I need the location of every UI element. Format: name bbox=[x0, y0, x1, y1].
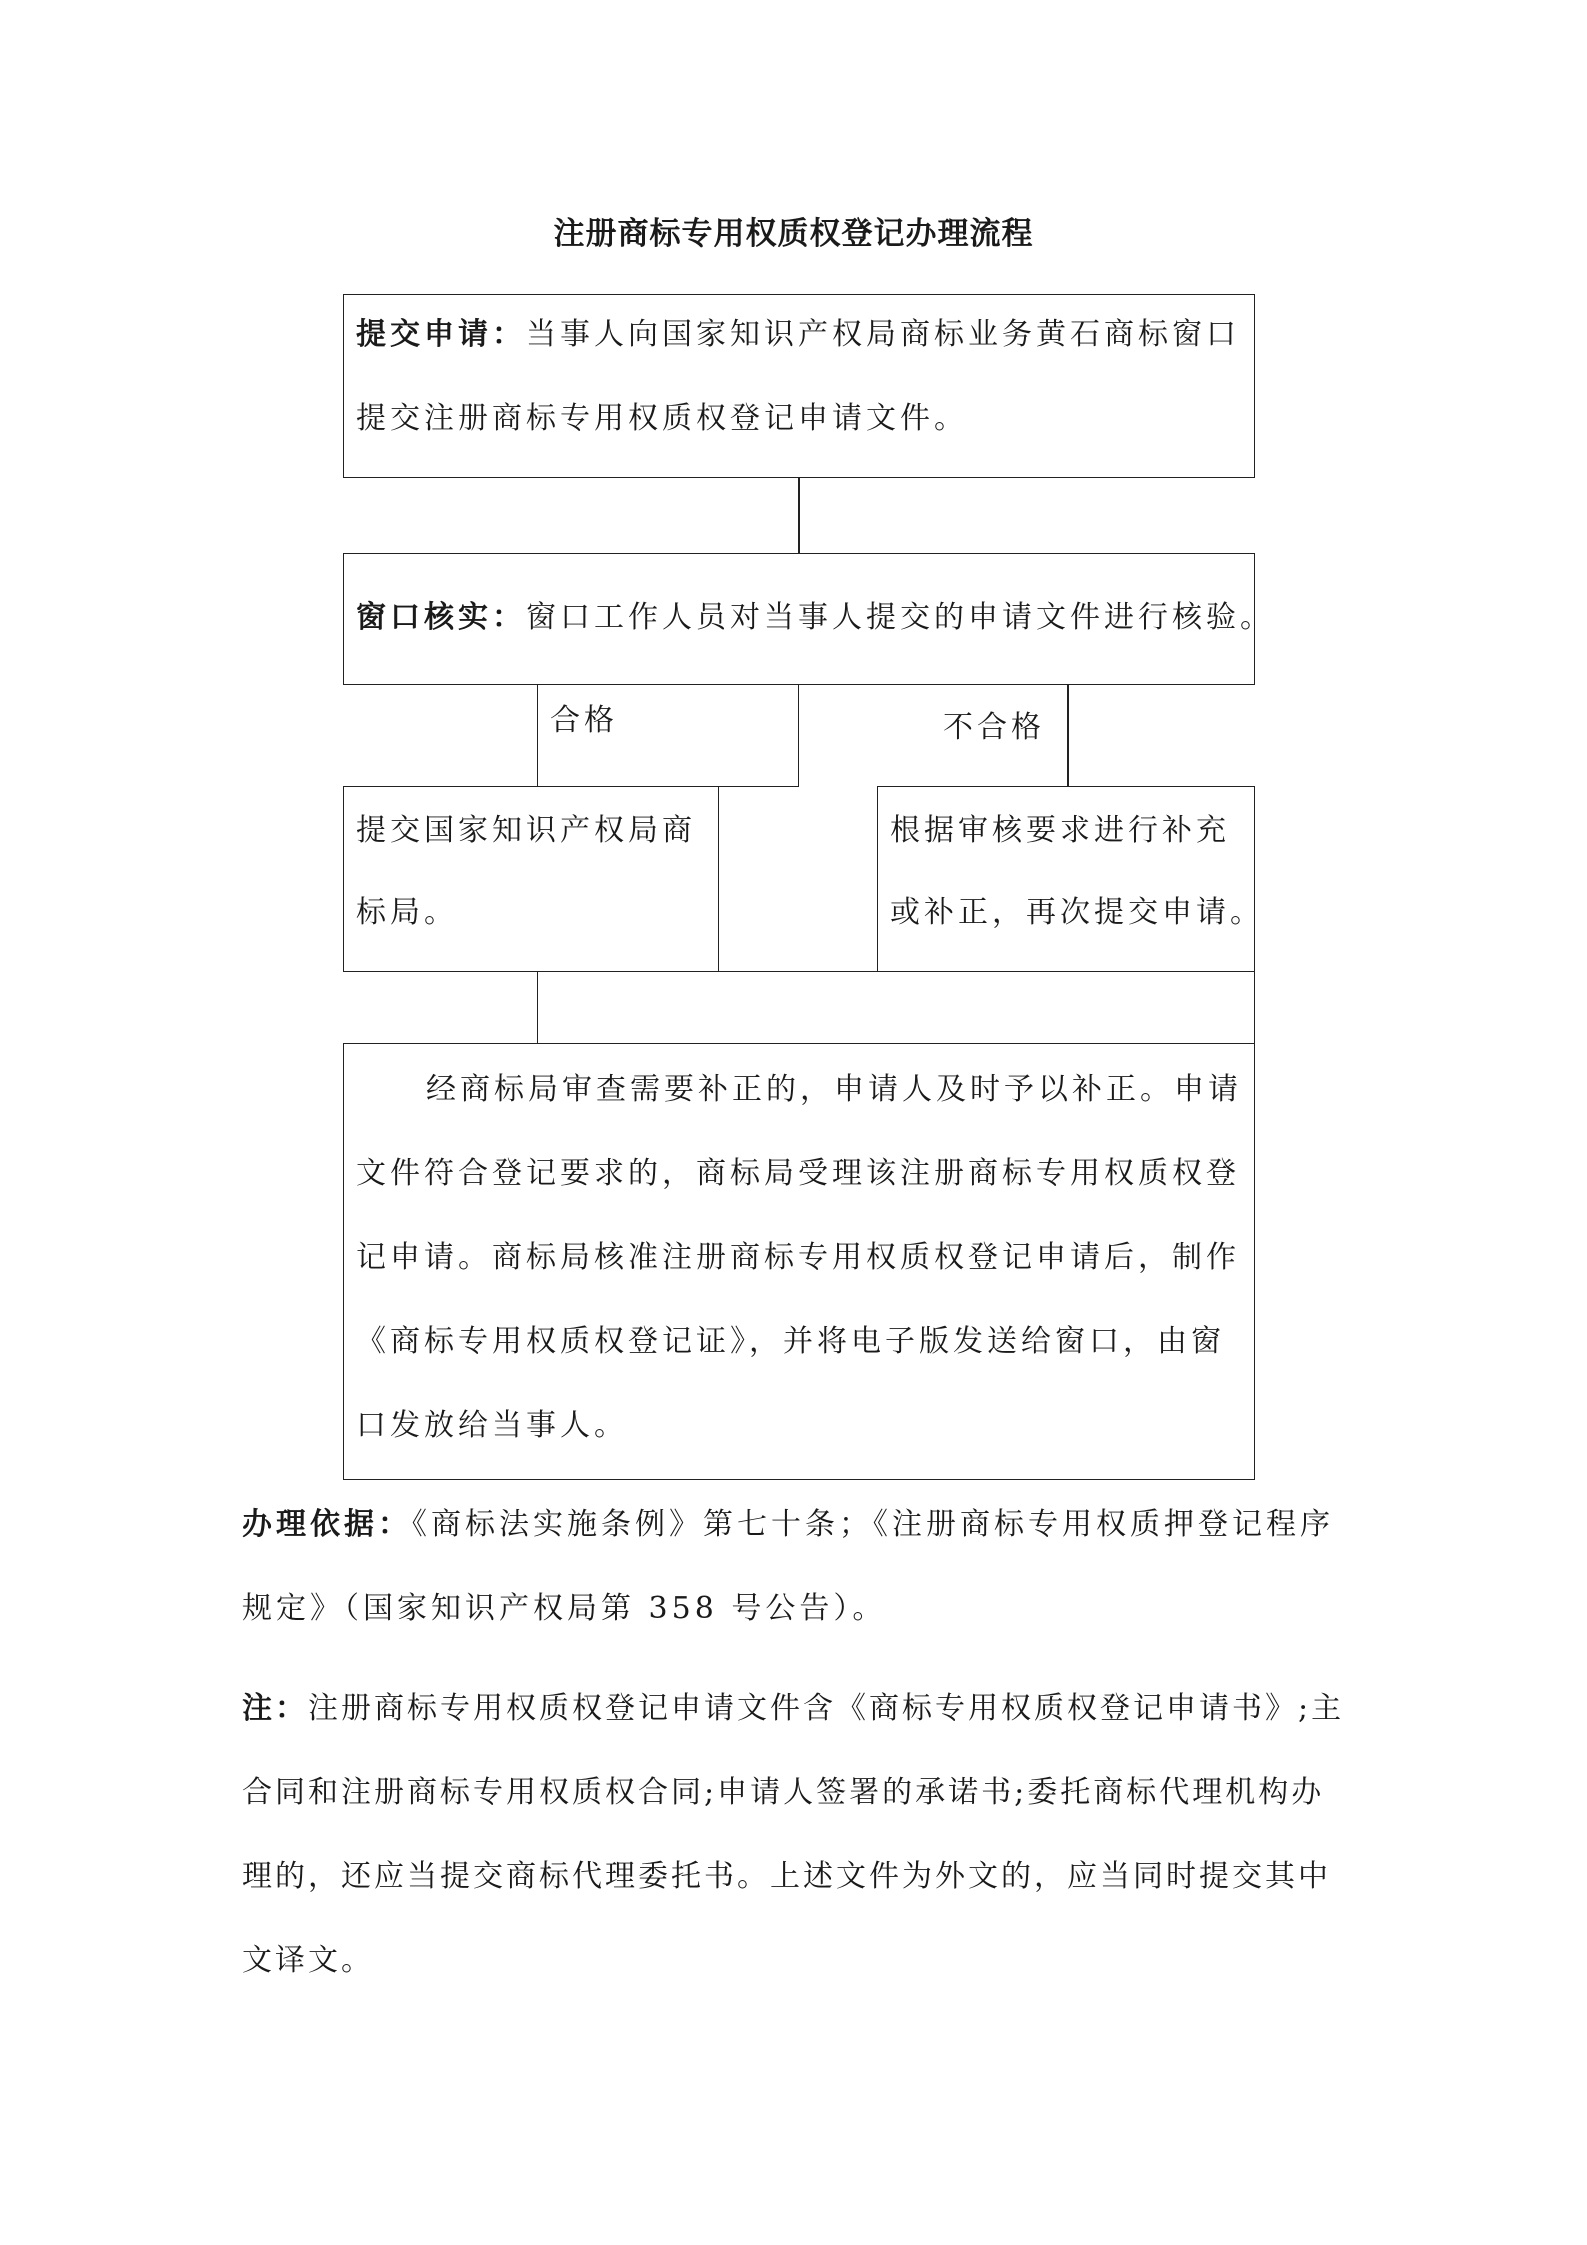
final-line-2: 文件符合登记要求的，商标局受理该注册商标专用权质权登 bbox=[356, 1156, 1240, 1191]
final-line-3: 记申请。商标局核准注册商标专用权质权登记申请后，制作 bbox=[356, 1240, 1240, 1275]
window-verify-label: 窗口核实： bbox=[356, 600, 526, 635]
basis-line2: 规定》（国家知识产权局第 358 号公告）。 bbox=[242, 1591, 887, 1626]
final-process-box bbox=[343, 1043, 1255, 1480]
note-text: 注册商标专用权质权登记申请文件含《商标专用权质权登记申请书》;主 bbox=[308, 1691, 1345, 1726]
final-line-4: 《商标专用权质权登记证》，并将电子版发送给窗口，由窗 bbox=[356, 1324, 1225, 1359]
branch-pass-label: 合格 bbox=[550, 703, 618, 738]
basis-label: 办理依据： bbox=[242, 1507, 412, 1542]
pass-result-line1: 提交国家知识产权局商 bbox=[356, 813, 696, 848]
note-line1 bbox=[242, 1667, 1344, 1751]
fail-result-line2: 或补正，再次提交申请。 bbox=[890, 895, 1264, 930]
window-verify-text: 窗口工作人员对当事人提交的申请文件进行核验。 bbox=[526, 600, 1274, 635]
branch-fail-label: 不合格 bbox=[943, 710, 1045, 745]
basis-text: 《商标法实施条例》第七十条；《注册商标专用权质押登记程序 bbox=[412, 1507, 1334, 1542]
note-line4: 文译文。 bbox=[242, 1943, 374, 1978]
fail-result-line1: 根据审核要求进行补充 bbox=[890, 813, 1230, 848]
window-verify-box bbox=[343, 553, 1274, 685]
connector-fail bbox=[1067, 685, 1069, 788]
merge-connector-box bbox=[537, 971, 1255, 1044]
basis-line1 bbox=[242, 1483, 1334, 1567]
note-line3: 理的，还应当提交商标代理委托书。上述文件为外文的，应当同时提交其中 bbox=[242, 1859, 1331, 1894]
pass-result-box bbox=[343, 786, 719, 972]
branch-pass-box bbox=[537, 684, 799, 787]
submit-application-line1 bbox=[356, 293, 1240, 377]
page-title: 注册商标专用权质权登记办理流程 bbox=[553, 216, 1034, 252]
window-verify-line bbox=[356, 576, 1274, 660]
submit-application-box bbox=[343, 294, 1255, 478]
connector-1 bbox=[798, 478, 800, 553]
pass-result-line2: 标局。 bbox=[356, 895, 458, 930]
final-line-5: 口发放给当事人。 bbox=[356, 1408, 628, 1443]
submit-application-line2: 提交注册商标专用权质权登记申请文件。 bbox=[356, 401, 968, 436]
final-line-1: 经商标局审查需要补正的，申请人及时予以补正。申请 bbox=[426, 1072, 1242, 1107]
note-line2: 合同和注册商标专用权质权合同;申请人签署的承诺书;委托商标代理机构办 bbox=[242, 1775, 1325, 1810]
fail-result-box bbox=[877, 786, 1264, 972]
submit-application-text: 当事人向国家知识产权局商标业务黄石商标窗口 bbox=[526, 317, 1240, 352]
note-label: 注： bbox=[242, 1691, 308, 1726]
submit-application-label: 提交申请： bbox=[356, 317, 526, 352]
